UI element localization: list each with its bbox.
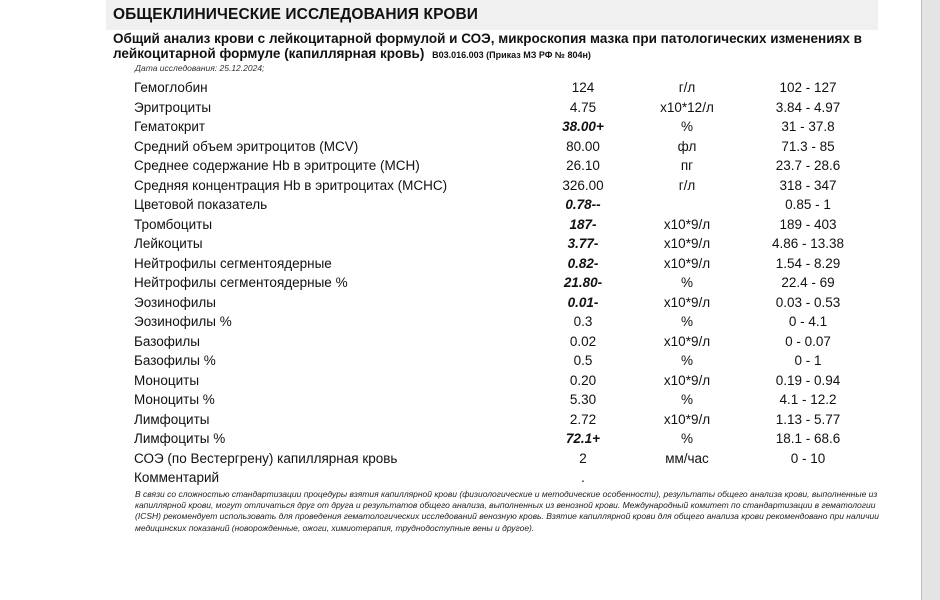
- result-value: 72.1+: [565, 431, 601, 447]
- study-date: Дата исследования: 25.12.2024;: [135, 63, 265, 73]
- result-row: [134, 195, 874, 215]
- result-row: [134, 312, 874, 332]
- result-value: 124: [571, 80, 595, 96]
- result-name: Лимфоциты %: [134, 431, 226, 447]
- result-unit: %: [680, 119, 693, 135]
- result-unit: x10*9/л: [663, 216, 711, 232]
- result-reference-range: 22.4 - 69: [781, 275, 835, 291]
- result-name: Лейкоциты: [134, 236, 203, 252]
- result-unit: пг: [680, 158, 694, 174]
- result-unit: %: [680, 392, 693, 408]
- result-value: 4.75: [569, 99, 597, 115]
- result-value: 0.02: [569, 333, 597, 349]
- result-unit: фл: [677, 138, 697, 154]
- result-reference-range: 189 - 403: [779, 216, 837, 232]
- result-row: [134, 371, 874, 391]
- result-reference-range: 4.1 - 12.2: [779, 392, 837, 408]
- result-value: 326.00: [562, 177, 604, 193]
- result-name: Моноциты: [134, 372, 200, 388]
- section-title: ОБЩЕКЛИНИЧЕСКИЕ ИССЛЕДОВАНИЯ КРОВИ: [113, 6, 479, 23]
- result-reference-range: 1.54 - 8.29: [775, 255, 841, 271]
- result-name: Лимфоциты: [134, 411, 210, 427]
- result-name: Нейтрофилы сегментоядерные: [134, 255, 332, 271]
- page-edge: [922, 0, 940, 600]
- result-unit: x10*9/л: [663, 236, 711, 252]
- result-name: Эозинофилы %: [134, 314, 232, 330]
- result-unit: x10*9/л: [663, 294, 711, 310]
- result-row: [134, 98, 874, 118]
- result-name: Тромбоциты: [134, 216, 213, 232]
- result-reference-range: 0 - 4.1: [788, 314, 828, 330]
- result-reference-range: 318 - 347: [779, 177, 837, 193]
- result-unit: %: [680, 314, 693, 330]
- result-reference-range: 1.13 - 5.77: [775, 411, 841, 427]
- result-name: Гематокрит: [134, 119, 206, 135]
- test-code: B03.016.003 (Приказ МЗ РФ № 804н): [432, 50, 591, 60]
- result-value: 0.01-: [567, 294, 599, 310]
- result-name: СОЭ (по Вестергрену) капиллярная кровь: [134, 450, 398, 466]
- result-value: 2: [579, 450, 587, 466]
- result-value: 3.77-: [567, 236, 599, 252]
- result-name: Цветовой показатель: [134, 197, 268, 213]
- result-unit: x10*9/л: [663, 372, 711, 388]
- result-row: [134, 351, 874, 371]
- result-name: Эритроциты: [134, 99, 212, 115]
- result-row: [134, 176, 874, 196]
- result-unit: г/л: [678, 80, 696, 96]
- result-name: Комментарий: [134, 470, 220, 486]
- result-row: [134, 254, 874, 274]
- result-row: [134, 234, 874, 254]
- result-row: [134, 78, 874, 98]
- result-reference-range: 102 - 127: [779, 80, 837, 96]
- test-title: [113, 31, 883, 63]
- result-unit: мм/час: [665, 450, 709, 466]
- test-title-text: Общий анализ крови с лейкоцитарной формулой и СОЭ, микроскопия мазка при патологических изменениях в лейкоцитарной формуле (капиллярная кровь): [113, 31, 862, 61]
- result-value: 187-: [569, 216, 597, 232]
- result-value: 5.30: [569, 392, 597, 408]
- result-reference-range: 0 - 1: [794, 353, 822, 369]
- result-row: [134, 293, 874, 313]
- result-name: Нейтрофилы сегментоядерные %: [134, 275, 348, 291]
- result-name: Моноциты %: [134, 392, 215, 408]
- result-row: [134, 390, 874, 410]
- result-row: [134, 468, 874, 488]
- result-name: Базофилы: [134, 333, 200, 349]
- result-value: 0.20: [569, 372, 597, 388]
- result-reference-range: 0.85 - 1: [785, 197, 831, 213]
- result-reference-range: 0.19 - 0.94: [775, 372, 841, 388]
- result-value: 21.80-: [563, 275, 603, 291]
- result-reference-range: 71.3 - 85: [781, 138, 835, 154]
- result-unit: %: [680, 353, 693, 369]
- result-unit: %: [680, 275, 693, 291]
- result-value: 26.10: [566, 158, 600, 174]
- result-reference-range: 31 - 37.8: [781, 119, 835, 135]
- result-name: Средний объем эритроцитов (MCV): [134, 138, 359, 154]
- result-unit: x10*9/л: [663, 333, 711, 349]
- result-reference-range: 23.7 - 28.6: [775, 158, 841, 174]
- result-row: [134, 332, 874, 352]
- result-value: 80.00: [566, 138, 600, 154]
- result-row: [134, 429, 874, 449]
- disclaimer-note: В связи со сложностью стандартизации процедуры взятия капиллярной крови (физиологические и методические особенности), результаты общего анализа крови, выполненные из капиллярной крови, могут отличаться друг от друга и результатов общего анализа, выполненных из венозной крови. Международный комитет по стандартизации в гематологии (ICSH) рекомендует использовать для проведения гематологических исследований венозную кровь. Взятие капиллярной крови для общего анализа крови рекомендовано при наличии медицинских показаний (новорожденные, ожоги, химиотерапия, труднодоступные вены и другое).: [135, 489, 879, 533]
- result-row: [134, 410, 874, 430]
- result-row: [134, 137, 874, 157]
- result-value: 0.3: [573, 314, 593, 330]
- result-value: 38.00+: [562, 119, 604, 135]
- result-value: 0.5: [573, 353, 593, 369]
- result-value: 0.82-: [567, 255, 599, 271]
- result-row: [134, 156, 874, 176]
- result-unit: x10*9/л: [663, 411, 711, 427]
- results-table: [134, 78, 874, 488]
- result-row: [134, 273, 874, 293]
- result-name: Эозинофилы: [134, 294, 216, 310]
- result-name: Средняя концентрация Hb в эритроцитах (MCHC): [134, 177, 448, 193]
- result-unit: г/л: [678, 177, 696, 193]
- result-name: Среднее содержание Hb в эритроците (MCH): [134, 158, 420, 174]
- result-value: .: [581, 470, 585, 486]
- result-reference-range: 4.86 - 13.38: [771, 236, 845, 252]
- result-reference-range: 3.84 - 4.97: [775, 99, 841, 115]
- result-value: 2.72: [569, 411, 597, 427]
- result-reference-range: 0 - 0.07: [785, 333, 831, 349]
- result-row: [134, 449, 874, 469]
- result-reference-range: 18.1 - 68.6: [775, 431, 841, 447]
- result-name: Базофилы %: [134, 353, 216, 369]
- result-unit: x10*9/л: [663, 255, 711, 271]
- result-reference-range: 0.03 - 0.53: [775, 294, 841, 310]
- result-name: Гемоглобин: [134, 80, 208, 96]
- result-unit: x10*12/л: [660, 99, 714, 115]
- result-row: [134, 117, 874, 137]
- result-value: 0.78--: [565, 197, 601, 213]
- result-row: [134, 215, 874, 235]
- result-reference-range: 0 - 10: [790, 450, 826, 466]
- result-unit: %: [680, 431, 693, 447]
